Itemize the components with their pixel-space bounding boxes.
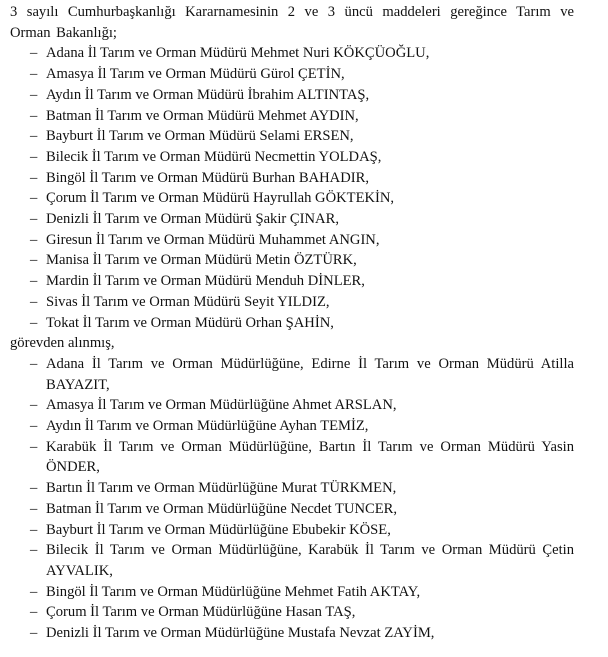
dash-bullet: –: [30, 521, 38, 538]
dash-bullet: –: [30, 211, 38, 228]
list-item-text: Adana İl Tarım ve Orman Müdürlüğüne, Edirne İl Tarım ve Orman Müdürü Atilla: [46, 355, 574, 372]
list-item-text: Bayburt İl Tarım ve Orman Müdürü Selami ERSEN,: [46, 128, 354, 145]
list-item-text: Sivas İl Tarım ve Orman Müdürü Seyit YILDIZ,: [46, 293, 330, 310]
dash-bullet: –: [30, 438, 38, 455]
list-item: [10, 292, 574, 313]
list-item: [10, 437, 574, 478]
list-item-text: Denizli İl Tarım ve Orman Müdürü Şakir ÇINAR,: [46, 211, 339, 228]
dash-bullet: –: [30, 418, 38, 435]
list-item-text: Çorum İl Tarım ve Orman Müdürü Hayrullah GÖKTEKİN,: [46, 190, 395, 207]
separator-text: görevden alınmış,: [10, 335, 115, 352]
list-item-text: Bilecik İl Tarım ve Orman Müdürlüğüne, Karabük İl Tarım ve Orman Müdürü Çetin: [46, 542, 574, 559]
list-item-text: Bayburt İl Tarım ve Orman Müdürlüğüne Ebubekir KÖSE,: [46, 521, 391, 538]
dismissed-list: [10, 43, 574, 333]
list-item-text: Batman İl Tarım ve Orman Müdürü Mehmet AYDIN,: [46, 107, 359, 124]
list-item-text: Tokat İl Tarım ve Orman Müdürü Orhan ŞAHİN,: [46, 314, 334, 331]
list-item-text: Manisa İl Tarım ve Orman Müdürü Metin ÖZTÜRK,: [46, 252, 357, 269]
list-item-text: Batman İl Tarım ve Orman Müdürlüğüne Necdet TUNCER,: [46, 500, 398, 517]
list-item-text: Karabük İl Tarım ve Orman Müdürlüğüne, Bartın İl Tarım ve Orman Müdürü Yasin: [46, 438, 574, 455]
list-item: [10, 106, 574, 127]
dash-bullet: –: [30, 148, 38, 165]
dash-bullet: –: [30, 500, 38, 517]
list-item: [10, 395, 574, 416]
list-item: [10, 354, 574, 395]
list-item-text: Çorum İl Tarım ve Orman Müdürlüğüne Hasan TAŞ,: [46, 604, 356, 621]
list-item: [10, 188, 574, 209]
list-item-text: Amasya İl Tarım ve Orman Müdürü Gürol ÇETİN,: [46, 66, 345, 83]
list-item-text: Denizli İl Tarım ve Orman Müdürlüğüne Mustafa Nevzat ZAYİM,: [46, 625, 435, 642]
list-item: [10, 602, 574, 623]
list-item-text: Aydın İl Tarım ve Orman Müdürlüğüne Ayhan TEMİZ,: [46, 418, 369, 435]
list-item: [10, 250, 574, 271]
list-item-text: Bingöl İl Tarım ve Orman Müdürü Burhan BAHADIR,: [46, 169, 369, 186]
dash-bullet: –: [30, 314, 38, 331]
list-item: [10, 540, 574, 581]
intro-paragraph: 3 sayılı Cumhurbaşkanlığı Kararnamesinin 2 ve 3 üncü maddeleri gereğince Tarım ve Orman Bakanlığı;: [10, 4, 574, 41]
dash-bullet: –: [30, 397, 38, 414]
dash-bullet: –: [30, 86, 38, 103]
list-item: [10, 230, 574, 251]
list-item-text: Bilecik İl Tarım ve Orman Müdürü Necmettin YOLDAŞ,: [46, 148, 382, 165]
list-item-text: Adana İl Tarım ve Orman Müdürü Mehmet Nuri KÖKÇÜOĞLU,: [46, 45, 430, 62]
list-item: [10, 126, 574, 147]
dash-bullet: –: [30, 169, 38, 186]
list-item-text: Giresun İl Tarım ve Orman Müdürü Muhammet ANGIN,: [46, 231, 380, 248]
list-item: [10, 43, 574, 64]
list-item: [10, 147, 574, 168]
list-item-text: Aydın İl Tarım ve Orman Müdürü İbrahim ALTINTAŞ,: [46, 86, 370, 103]
list-item: [10, 520, 574, 541]
dash-bullet: –: [30, 625, 38, 642]
list-item: [10, 623, 574, 644]
list-item: [10, 271, 574, 292]
list-item: [10, 168, 574, 189]
list-item: [10, 499, 574, 520]
list-item-text-continued: BAYAZIT,: [46, 376, 110, 393]
list-item: [10, 85, 574, 106]
list-item-text: Amasya İl Tarım ve Orman Müdürlüğüne Ahmet ARSLAN,: [46, 397, 397, 414]
dash-bullet: –: [30, 273, 38, 290]
list-item: [10, 209, 574, 230]
list-item: [10, 582, 574, 603]
dash-bullet: –: [30, 604, 38, 621]
dash-bullet: –: [30, 480, 38, 497]
dash-bullet: –: [30, 107, 38, 124]
list-item: [10, 313, 574, 334]
dash-bullet: –: [30, 190, 38, 207]
dash-bullet: –: [30, 542, 38, 559]
dash-bullet: –: [30, 355, 38, 372]
list-item-text: Mardin İl Tarım ve Orman Müdürü Menduh DİNLER,: [46, 273, 365, 290]
list-item-text: Bartın İl Tarım ve Orman Müdürlüğüne Murat TÜRKMEN,: [46, 480, 397, 497]
list-item-text-continued: ÖNDER,: [46, 459, 100, 476]
dash-bullet: –: [30, 128, 38, 145]
dash-bullet: –: [30, 45, 38, 62]
list-item: [10, 416, 574, 437]
appointed-list: [10, 354, 574, 644]
dash-bullet: –: [30, 252, 38, 269]
list-item: [10, 64, 574, 85]
list-item-text: Bingöl İl Tarım ve Orman Müdürlüğüne Mehmet Fatih AKTAY,: [46, 583, 421, 600]
list-item: [10, 478, 574, 499]
list-item-text-continued: AYVALIK,: [46, 562, 113, 579]
dash-bullet: –: [30, 583, 38, 600]
dash-bullet: –: [30, 293, 38, 310]
dash-bullet: –: [30, 231, 38, 248]
dash-bullet: –: [30, 66, 38, 83]
